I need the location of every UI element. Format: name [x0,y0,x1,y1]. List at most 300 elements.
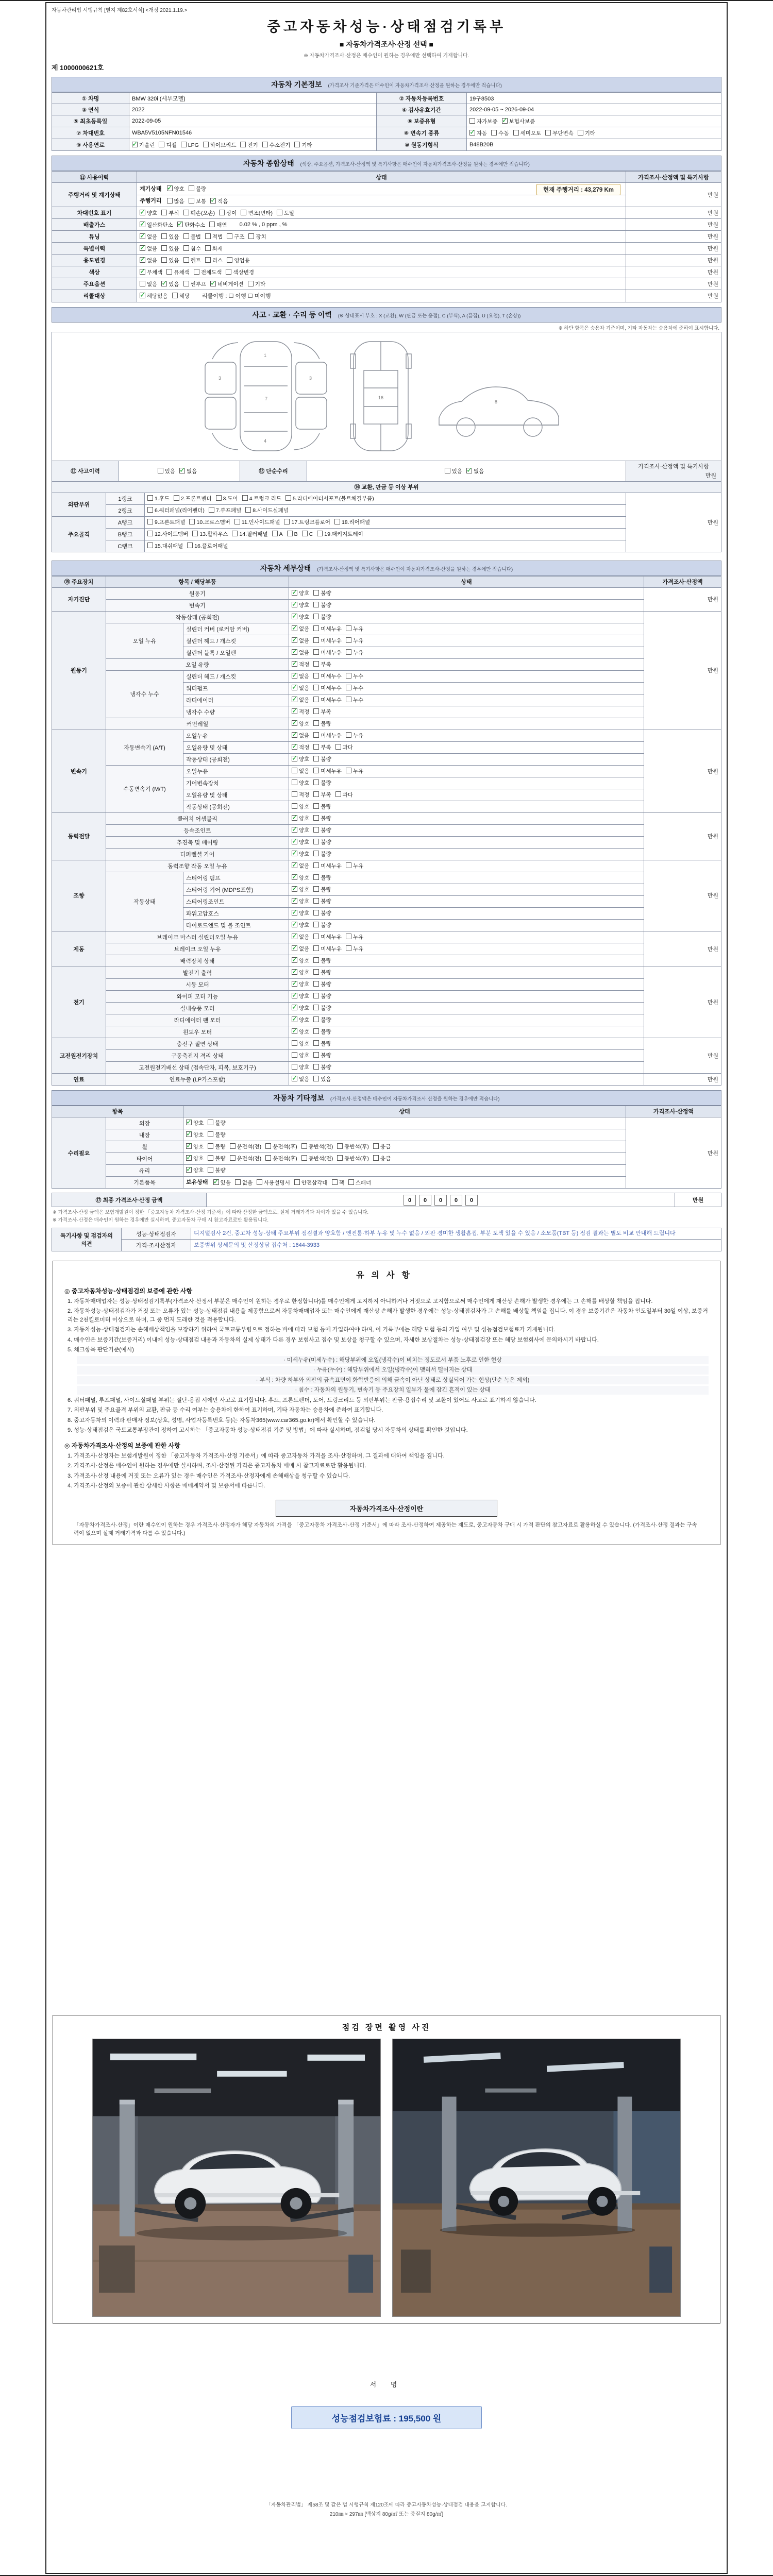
checkbox-unchecked[interactable] [285,495,374,502]
checkbox-unchecked[interactable] [248,280,265,288]
checkbox-label: 수동 [498,130,509,137]
checkbox-checked[interactable] [292,838,309,846]
checkbox-box [313,614,319,619]
notice-paragraph: 8. 중고자동차의 이력과 판매자 정보(상호, 성명, 사업자등록번호 등)는 자동차365(www.car365.go.kr)에서 확인할 수 있습니다. [68,1417,376,1423]
checkbox-checked[interactable] [292,980,309,988]
checkbox-checked[interactable] [186,1119,204,1127]
checkbox-unchecked[interactable] [346,732,363,739]
table-cell [307,461,626,481]
checkbox-unchecked[interactable] [174,495,211,502]
checkbox-unchecked[interactable] [337,1155,369,1162]
checkbox-unchecked[interactable] [242,495,281,502]
cell-text: WBA5V5105NFN01546 [132,130,192,136]
checkbox-label: 구조 [234,233,245,240]
checkbox-unchecked[interactable] [194,268,222,276]
checkbox-unchecked[interactable] [346,933,363,941]
checkbox-unchecked[interactable] [140,280,157,288]
checkbox-label: 적음 [217,198,228,205]
table-cell [183,1106,626,1117]
checkbox-unchecked[interactable] [346,945,363,953]
checkbox-unchecked[interactable] [292,779,309,787]
checkbox-box [161,233,167,239]
checkbox-unchecked[interactable] [161,257,179,264]
checkbox-unchecked[interactable] [346,649,363,656]
checkbox-unchecked[interactable] [183,245,201,252]
checkbox-box [292,720,297,726]
checkbox-unchecked[interactable] [241,209,273,217]
checkbox-checked[interactable] [292,1075,309,1083]
checkbox-checked[interactable] [292,921,309,929]
checkbox-checked[interactable] [140,221,173,229]
checkbox-unchecked[interactable] [301,1155,333,1162]
checkbox-unchecked[interactable] [313,933,342,941]
checkbox-unchecked[interactable] [313,720,331,727]
checkbox-checked[interactable] [140,245,157,252]
checkbox-unchecked[interactable] [292,1052,309,1059]
checkbox-unchecked[interactable] [313,850,331,858]
checkbox-checked[interactable] [292,862,309,870]
checkbox-unchecked[interactable] [159,141,176,149]
checkbox-unchecked[interactable] [313,897,331,905]
checkbox-unchecked[interactable] [313,1052,331,1059]
checkbox-unchecked[interactable] [346,696,363,704]
cell-text: ⑬ 단순수리 [259,468,288,475]
checkbox-checked[interactable] [161,280,179,288]
checkbox-unchecked[interactable] [240,141,258,149]
checkbox-label: 불량 [321,804,331,810]
checkbox-unchecked[interactable] [205,233,223,241]
checkbox-box [373,1143,379,1149]
checkbox-unchecked[interactable] [313,980,331,988]
checkbox-unchecked[interactable] [313,743,331,751]
checkbox-unchecked[interactable] [203,141,237,149]
checkbox-unchecked[interactable] [313,874,331,882]
checkbox-checked[interactable] [466,467,484,475]
checkbox-unchecked[interactable] [209,221,227,229]
checkbox-unchecked[interactable] [192,530,228,538]
checkbox-unchecked[interactable] [216,495,238,502]
section-bar-detail [52,561,721,576]
checkbox-unchecked[interactable] [346,767,363,775]
checkbox-box [346,862,351,868]
checkbox-checked[interactable] [292,601,309,609]
checkbox-box [313,1076,319,1081]
checkbox-unchecked[interactable] [277,209,294,217]
checkbox-unchecked[interactable] [183,209,215,217]
checkbox-checked[interactable] [167,185,184,193]
checkbox-unchecked[interactable] [208,1119,225,1127]
footer-note-1: 「자동차관리법」 제58조 및 같은 법 시행규칙 제120조에 따라 중고자동차성능·상태점검 내용을 고지합니다. [265,2502,508,2508]
checkbox-unchecked[interactable] [167,197,184,205]
checkbox-checked[interactable] [292,1016,309,1024]
checkbox-unchecked[interactable] [513,129,542,137]
checkbox-unchecked[interactable] [313,601,331,609]
table-cell [644,860,721,931]
checkbox-checked[interactable] [292,613,309,621]
checkbox-unchecked[interactable] [161,233,179,241]
table-cell [289,836,644,848]
checkbox-checked[interactable] [292,933,309,941]
checkbox-unchecked[interactable] [313,696,342,704]
section-subtitle-accident: (※ 상태표시 부호 : X (교환), W (판금 또는 용접), C (부식), A (흠집), U (요철), T (손상)) [338,313,521,319]
checkbox-unchecked[interactable] [313,862,342,870]
cell-prefix: 보유상태 [186,1179,208,1186]
checkbox-checked[interactable] [210,280,244,288]
checkbox-unchecked[interactable] [313,672,342,680]
table-cell [183,765,289,777]
checkbox-unchecked[interactable] [469,117,498,125]
checkbox-unchecked[interactable] [166,268,189,276]
checkbox-unchecked[interactable] [313,815,331,822]
checkbox-unchecked[interactable] [226,268,254,276]
checkbox-unchecked[interactable] [161,245,179,252]
checkbox-unchecked[interactable] [292,1040,309,1047]
table-row [52,1176,721,1189]
checkbox-unchecked[interactable] [189,185,206,193]
cell-text: 특기사항 및 점검자의 의견 [60,1232,113,1247]
checkbox-unchecked[interactable] [313,613,331,621]
table-cell [377,104,467,115]
checkbox-unchecked[interactable] [265,1143,297,1150]
checkbox-checked[interactable] [292,886,309,893]
checkbox-checked[interactable] [469,129,487,137]
checkbox-label: B [294,531,298,538]
checkbox-unchecked[interactable] [189,518,230,526]
checkbox-unchecked[interactable] [373,1143,391,1150]
checkbox-checked[interactable] [292,815,309,822]
checkbox-unchecked[interactable] [235,1179,253,1187]
cell-prefix: 주행거리 [140,198,162,205]
checkbox-unchecked[interactable] [332,1179,344,1187]
cell-text: ⑥ 보증유형 [407,118,436,125]
checkbox-unchecked[interactable] [245,506,289,514]
checkbox-unchecked[interactable] [317,530,363,538]
section-title-misc: 자동차 기타정보 [273,1093,324,1102]
checkbox-checked[interactable] [292,969,309,976]
table-cell [106,931,289,943]
table-cell [289,611,644,623]
checkbox-unchecked[interactable] [183,233,201,241]
checkbox-box [161,210,167,215]
table-cell [52,812,106,860]
checkbox-unchecked[interactable] [313,886,331,893]
checkbox-unchecked[interactable] [294,1179,328,1187]
checkbox-unchecked[interactable] [230,1155,262,1162]
checkbox-checked[interactable] [292,1028,309,1036]
checkbox-unchecked[interactable] [313,791,331,799]
checkbox-unchecked[interactable] [313,992,331,1000]
checkbox-unchecked[interactable] [313,732,342,739]
section-title-basic: 자동차 기본정보 [271,80,322,89]
checkbox-unchecked[interactable] [147,518,185,526]
checkbox-checked[interactable] [292,850,309,858]
checkbox-unchecked[interactable] [313,1063,331,1071]
checkbox-box [177,222,183,227]
checkbox-checked[interactable] [292,684,309,692]
checkbox-unchecked[interactable] [348,1179,371,1187]
checkbox-unchecked[interactable] [335,791,353,799]
checkbox-unchecked[interactable] [234,518,280,526]
checkbox-checked[interactable] [292,897,309,905]
checkbox-unchecked[interactable] [292,791,309,799]
table-cell [289,931,644,943]
checkbox-checked[interactable] [292,992,309,1000]
checkbox-checked[interactable] [292,672,309,680]
checkbox-checked[interactable] [140,233,157,241]
cell-text: ④ 검사유효기간 [401,107,442,113]
checkbox-label: 누유 [352,863,364,870]
checkbox-checked[interactable] [292,708,309,716]
table-cell [626,207,721,219]
checkbox-unchecked[interactable] [232,530,267,538]
checkbox-box [346,732,351,738]
table-row [52,266,721,278]
checkbox-checked[interactable] [179,467,197,475]
cell-text: 외장 [139,1120,150,1127]
checkbox-unchecked[interactable] [161,209,179,217]
checkbox-unchecked[interactable] [292,1063,309,1071]
table-cell [467,139,721,151]
checkbox-unchecked[interactable] [205,245,223,252]
checkbox-box [189,198,194,204]
checkbox-unchecked[interactable] [346,637,363,645]
table-cell [644,812,721,860]
table-cell [106,860,289,872]
checkbox-label: 양호 [299,1029,310,1036]
checkbox-unchecked[interactable] [313,684,342,692]
checkbox-unchecked[interactable] [183,257,201,264]
checkbox-checked[interactable] [177,221,206,229]
checkbox-unchecked[interactable] [208,1155,225,1162]
checkbox-unchecked[interactable] [313,838,331,846]
checkbox-box [313,886,319,892]
checkbox-checked[interactable] [292,957,309,964]
checkbox-box [313,649,319,655]
checkbox-label: 양호 [299,910,310,917]
checkbox-unchecked[interactable] [491,129,509,137]
cell-text: 배력장치 상태 [180,958,215,964]
table-cell [289,647,644,658]
checkbox-unchecked[interactable] [346,684,363,692]
checkbox-unchecked[interactable] [313,779,331,787]
checkbox-checked[interactable] [292,649,309,656]
cell-text: 작동상태 (공회전) [186,804,230,810]
checkbox-unchecked[interactable] [313,660,331,668]
checkbox-unchecked[interactable] [313,921,331,929]
checkbox-label: 없음 [299,673,310,680]
checkbox-unchecked[interactable] [313,649,342,656]
checkbox-checked[interactable] [292,945,309,953]
checkbox-checked[interactable] [140,257,157,264]
checkbox-checked[interactable] [292,743,309,751]
checkbox-unchecked[interactable] [189,197,206,205]
checkbox-unchecked[interactable] [313,1040,331,1047]
checkbox-checked[interactable] [292,696,309,704]
checkbox-unchecked[interactable] [373,1155,391,1162]
checkbox-checked[interactable] [140,268,162,276]
checkbox-unchecked[interactable] [313,826,331,834]
checkbox-label: 불량 [321,1053,331,1059]
checkbox-unchecked[interactable] [227,233,244,241]
table-cell [644,611,721,730]
table-row [52,1106,721,1117]
checkbox-checked[interactable] [186,1155,204,1162]
checkbox-checked[interactable] [292,589,309,597]
cell-text: 연료 [73,1076,85,1083]
checkbox-label: 훼손(오손) [190,210,215,216]
checkbox-unchecked[interactable] [257,1179,290,1187]
checkbox-label: 6.쿼터패널(리어펜더) [155,507,205,514]
checkbox-checked[interactable] [292,625,309,633]
checkbox-label: 누유 [352,626,364,633]
checkbox-unchecked[interactable] [208,1131,225,1139]
checkbox-unchecked[interactable] [292,767,309,775]
table-cell [289,967,644,978]
checkbox-label: 없음 [299,768,310,775]
checkbox-box [242,495,248,501]
checkbox-checked[interactable] [140,292,168,300]
checkbox-unchecked[interactable] [313,637,342,645]
checkbox-unchecked[interactable] [313,767,342,775]
checkbox-unchecked[interactable] [158,467,175,475]
checkbox-unchecked[interactable] [313,625,342,633]
checkbox-unchecked[interactable] [313,957,331,964]
checkbox-unchecked[interactable] [172,292,190,300]
checkbox-unchecked[interactable] [313,1028,331,1036]
checkbox-unchecked[interactable] [313,1016,331,1024]
checkbox-unchecked[interactable] [292,803,309,810]
checkbox-checked[interactable] [292,909,309,917]
checkbox-unchecked[interactable] [313,969,331,976]
checkbox-checked[interactable] [292,874,309,882]
overall-condition-table [52,171,721,302]
checkbox-unchecked[interactable] [208,1143,225,1150]
table-row [52,730,721,741]
checkbox-unchecked[interactable] [346,862,363,870]
section-title-overall: 자동차 종합상태 [243,159,294,167]
checkbox-unchecked[interactable] [248,233,266,241]
checkbox-box [147,543,153,548]
checkbox-checked[interactable] [292,1004,309,1012]
price-select-banner[interactable]: ■ 자동차가격조사·산정 선택 ■ [339,40,433,48]
checkbox-box [513,130,519,135]
checkbox-unchecked[interactable] [265,1155,297,1162]
checkbox-unchecked[interactable] [183,280,206,288]
checkbox-unchecked[interactable] [302,531,313,537]
cell-text: BMW 320i (세부모델) [132,95,186,102]
checkbox-unchecked[interactable] [313,708,331,716]
table-cell [289,990,644,1002]
checkbox-unchecked[interactable] [313,945,342,953]
checkbox-unchecked[interactable] [227,257,249,264]
cell-text: 스티어링 펌프 [186,875,221,882]
checkbox-checked[interactable] [292,720,309,727]
checkbox-unchecked[interactable] [445,467,462,475]
checkbox-unchecked[interactable] [313,1075,331,1083]
checkbox-unchecked[interactable] [287,531,298,537]
table-cell [52,104,129,115]
checkbox-label: 미세누유 [321,650,342,656]
checkbox-label: 불량 [321,602,331,609]
checkbox-unchecked[interactable] [272,531,283,537]
checkbox-checked[interactable] [292,826,309,834]
checkbox-unchecked[interactable] [147,542,183,550]
checkbox-checked[interactable] [132,141,155,149]
checkbox-unchecked[interactable] [147,495,170,502]
checkbox-checked[interactable] [186,1143,204,1150]
checkbox-unchecked[interactable] [208,1166,225,1174]
checkbox-unchecked[interactable] [578,129,595,137]
checkbox-checked[interactable] [213,1179,231,1187]
checkbox-unchecked[interactable] [335,743,353,751]
checkbox-label: 있음 [169,245,179,252]
cell-text: 만원 [692,1197,704,1204]
table-row [52,1240,721,1251]
checkbox-label: 화재 [212,245,223,252]
checkbox-label: 양호 [193,1132,204,1139]
checkbox-unchecked[interactable] [334,518,370,526]
checkbox-unchecked[interactable] [205,257,223,264]
checkbox-unchecked[interactable] [147,530,188,538]
checkbox-unchecked[interactable] [346,625,363,633]
checkbox-checked[interactable] [292,732,309,739]
checkbox-checked[interactable] [186,1131,204,1139]
checkbox-unchecked[interactable] [346,672,363,680]
table-cell [289,848,644,860]
checkbox-checked[interactable] [502,117,535,125]
table-cell [106,812,289,824]
checkbox-label: 미세누수 [321,673,342,680]
checkbox-unchecked[interactable] [219,209,237,217]
checkbox-unchecked[interactable] [313,1004,331,1012]
checkbox-unchecked[interactable] [187,542,228,550]
checkbox-unchecked[interactable] [313,589,331,597]
checkbox-checked[interactable] [292,755,309,763]
checkbox-unchecked[interactable] [209,506,241,514]
table-cell [106,540,145,552]
notice-paragraph: 7. 외판부위 및 주요골격 부위의 교환, 판금 등 수리 여부는 승용차에 한하여 표기하며, 기타 자동차는 승용차에 준하여 표기합니다. [68,1407,383,1414]
checkbox-checked[interactable] [210,197,228,205]
checkbox-box [346,673,351,679]
checkbox-unchecked[interactable] [313,909,331,917]
checkbox-label: 변조(변타) [248,210,273,216]
checkbox-unchecked[interactable] [313,803,331,810]
checkbox-unchecked[interactable] [313,755,331,763]
checkbox-unchecked[interactable] [294,141,312,149]
checkbox-unchecked[interactable] [262,141,291,149]
checkbox-checked[interactable] [292,660,309,668]
checkbox-unchecked[interactable] [230,1143,262,1150]
checkbox-unchecked[interactable] [337,1143,369,1150]
checkbox-unchecked[interactable] [181,142,199,148]
checkbox-checked[interactable] [186,1166,204,1174]
checkbox-label: 없음 [147,245,158,252]
checkbox-unchecked[interactable] [147,506,205,514]
checkbox-box [147,495,153,501]
checkbox-unchecked[interactable] [545,129,574,137]
checkbox-unchecked[interactable] [284,518,330,526]
checkbox-checked[interactable] [292,637,309,645]
checkbox-unchecked[interactable] [301,1143,333,1150]
table-cell [137,266,626,278]
checkbox-box [292,815,297,821]
cell-text: ⑦ 차대번호 [76,130,105,137]
checkbox-box [292,744,297,750]
table-row [52,243,721,255]
table-row [52,104,721,115]
table-cell [644,587,721,611]
checkbox-checked[interactable] [140,209,157,217]
